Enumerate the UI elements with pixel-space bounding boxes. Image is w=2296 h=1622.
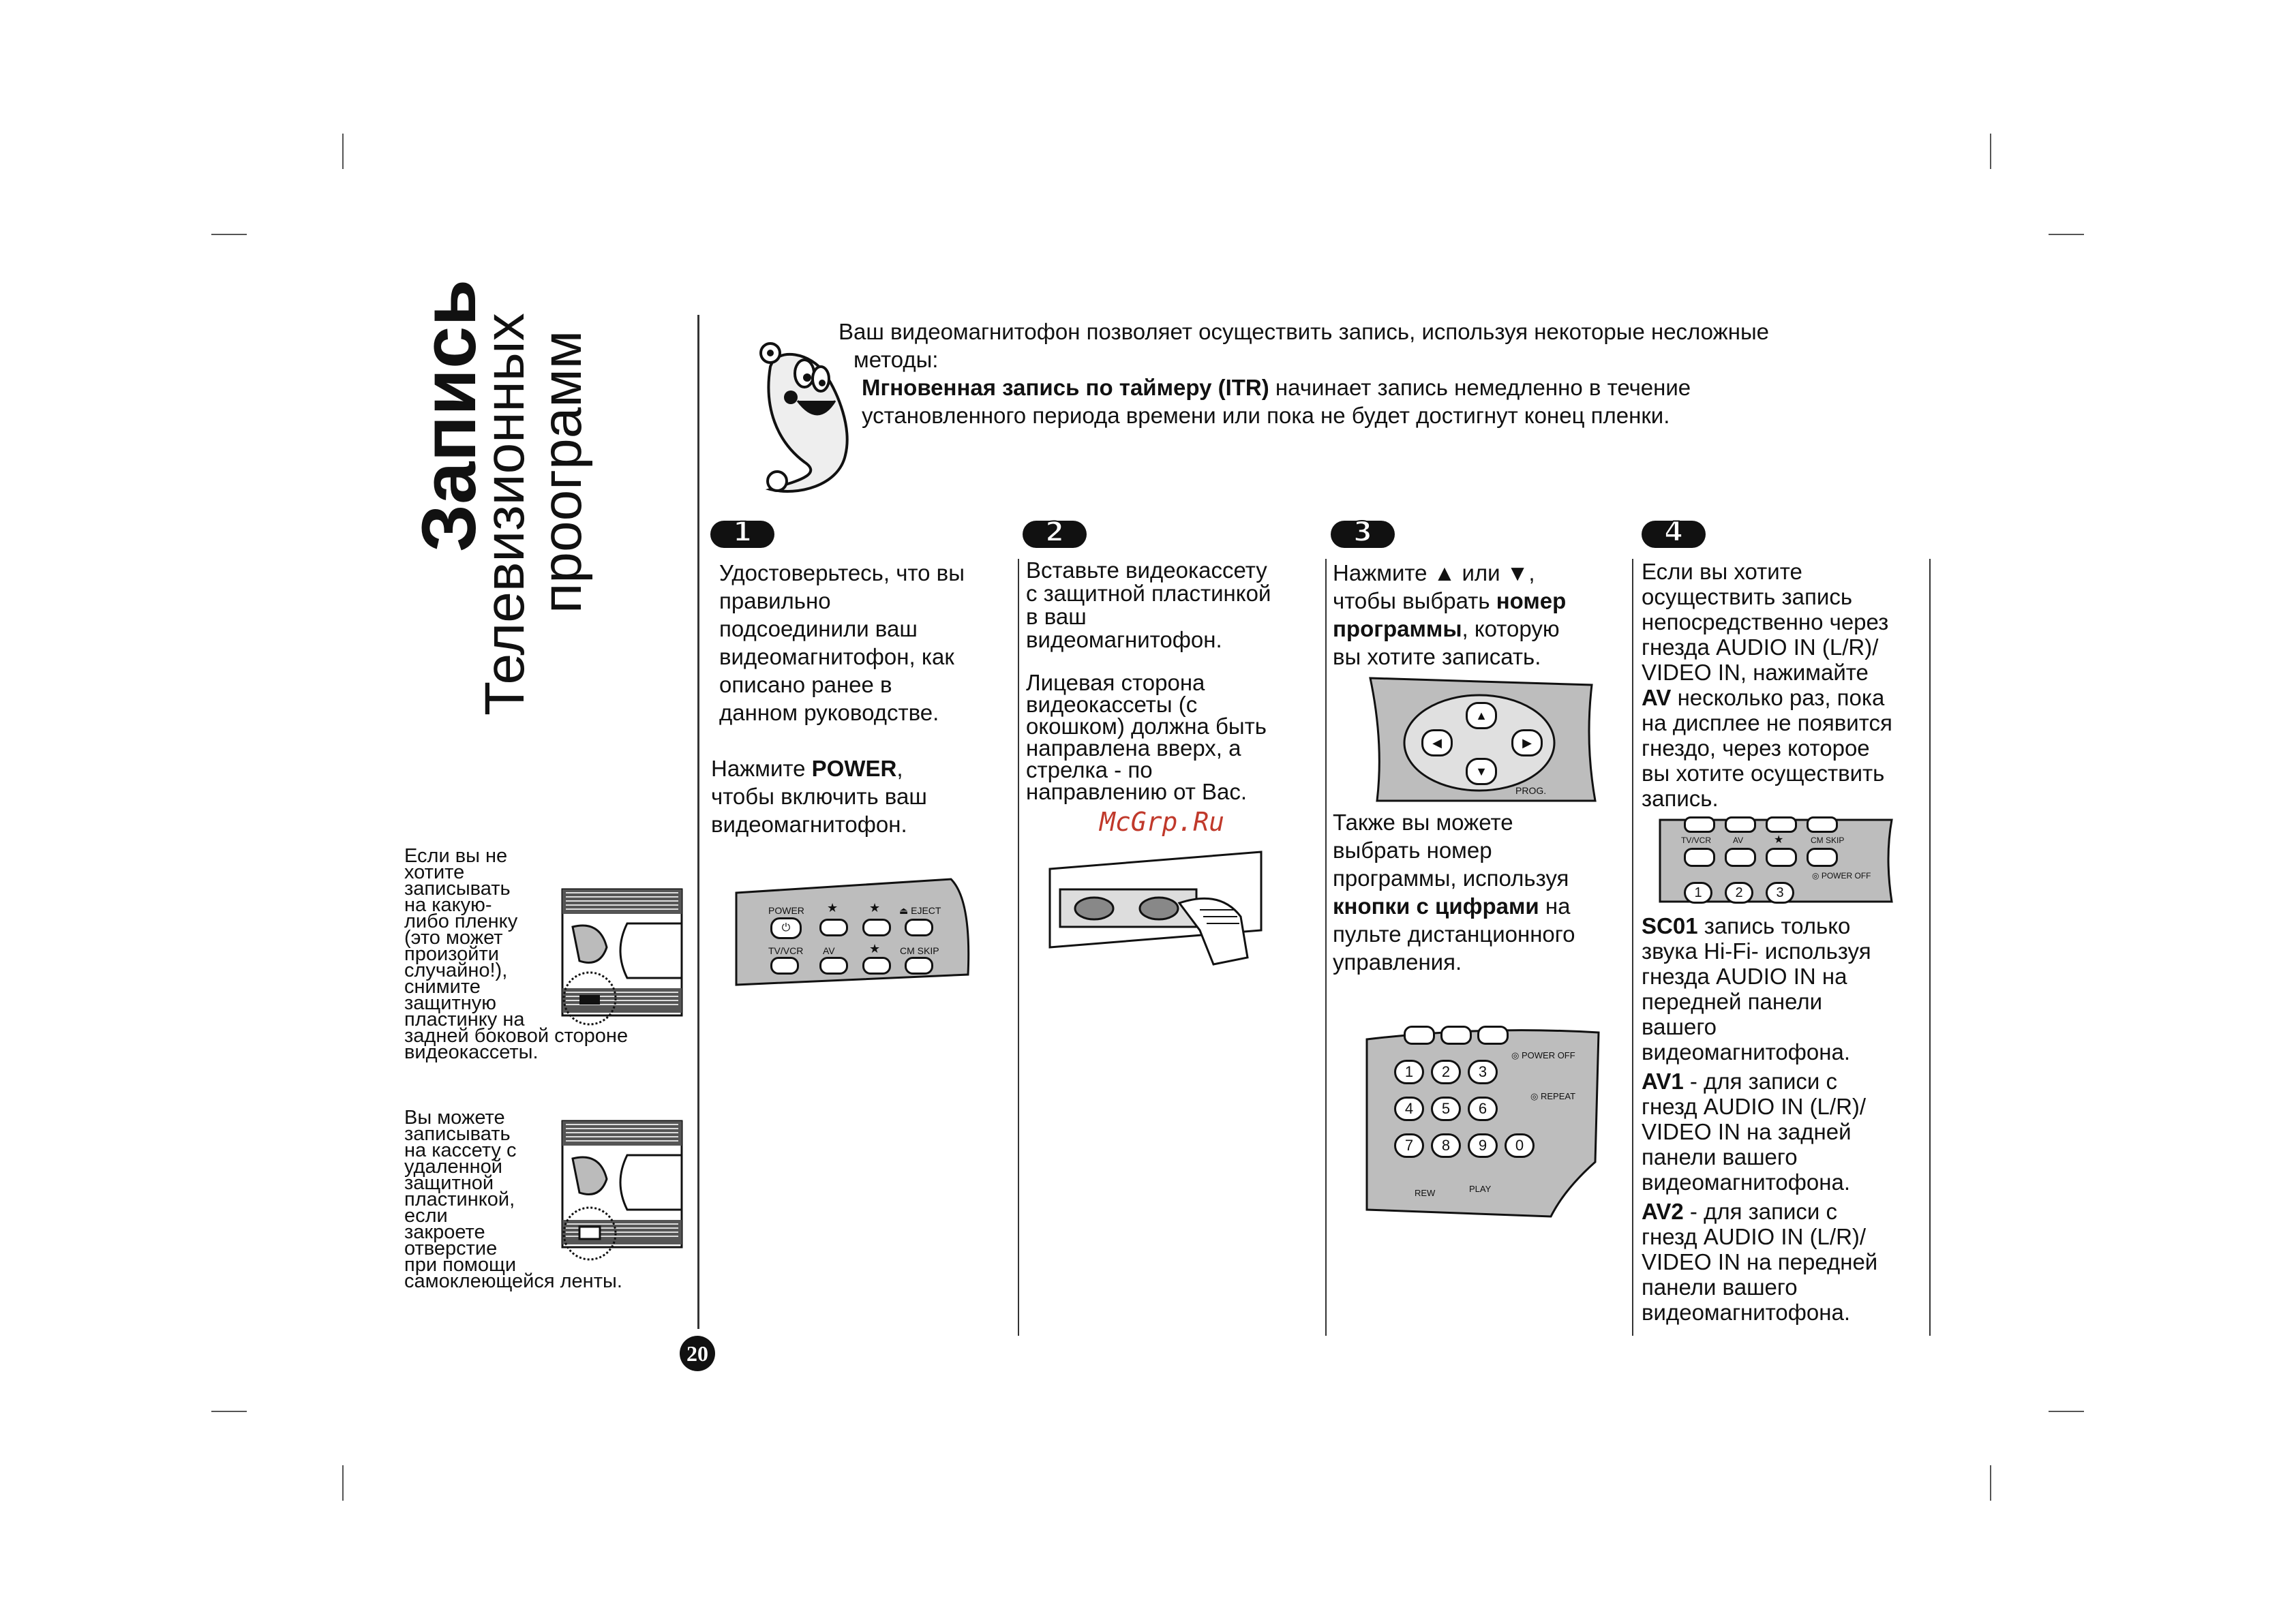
text-line: гнезда AUDIO IN на	[1642, 964, 1847, 989]
text-line: вы хотите записать.	[1333, 644, 1541, 669]
text-line: записывать	[404, 878, 511, 900]
text-line: Вы можете	[404, 1107, 505, 1129]
remote-number-keypad	[1360, 1026, 1605, 1220]
crop-mark	[2049, 1411, 2084, 1412]
tvvcr-button[interactable]	[1684, 848, 1715, 867]
cassette-taped-illustration	[559, 1118, 685, 1261]
star-label: ★	[1774, 834, 1784, 846]
text-line: Нажмите POWER,	[711, 756, 903, 781]
bold-text: AV	[1642, 685, 1672, 710]
text-line: управления.	[1333, 949, 1462, 975]
text-line: хотите	[404, 861, 465, 883]
digit-button[interactable]: 1	[1394, 1060, 1424, 1084]
right-arrow-button[interactable]: ▶	[1511, 729, 1543, 756]
cmskip-label: CM SKIP	[1811, 836, 1845, 845]
text-line: направлена вверх, а	[1026, 735, 1241, 761]
digit-button[interactable]: 9	[1468, 1133, 1498, 1158]
vcr-front-panel	[733, 872, 971, 988]
up-arrow-button[interactable]: ▲	[1466, 702, 1497, 729]
text-line: в ваш	[1026, 604, 1087, 629]
text-line: видеокассеты (с	[1026, 692, 1198, 717]
step-4-text	[1642, 559, 1928, 811]
intro-line: установленного периода времени или пока не будет достигнут конец пленки.	[862, 403, 1670, 428]
text-line: на кассету с	[404, 1139, 517, 1161]
text-line: удаленной	[404, 1156, 502, 1178]
bold-text: AV1	[1642, 1069, 1684, 1094]
text-line: видеомагнитофона.	[1642, 1300, 1851, 1325]
text-line: вы хотите осуществить	[1642, 761, 1885, 786]
text-line: гнезда AUDIO IN (L/R)/	[1642, 634, 1879, 660]
top-button[interactable]	[1807, 816, 1838, 833]
digit-button[interactable]: 0	[1505, 1133, 1535, 1158]
intro-line: Ваш видеомагнитофон позволяет осуществить запись, используя некоторые несложные	[839, 319, 1770, 344]
text-line: защитной	[404, 1172, 494, 1194]
page-subtitle-2: проограмм	[531, 330, 593, 613]
text-line: VIDEO IN на передней	[1642, 1249, 1878, 1274]
text-line: Вставьте видеокассету	[1026, 557, 1267, 583]
intro-text	[839, 318, 1929, 429]
text-line: чтобы выбрать номер	[1333, 588, 1567, 613]
text-line: Если вы хотите	[1642, 559, 1802, 584]
text-line: VIDEO IN, нажимайте	[1642, 660, 1869, 685]
text-line: с защитной пластинкой	[1026, 581, 1271, 606]
repeat-label: ◎ REPEAT	[1530, 1091, 1576, 1101]
watermark: McGrp.Ru	[1100, 807, 1225, 837]
text-line: выбрать номер	[1333, 838, 1492, 863]
text-line: задней боковой стороне	[404, 1025, 629, 1047]
power-label: POWER	[768, 905, 804, 916]
av-button[interactable]	[1725, 848, 1756, 867]
step-1-press	[711, 754, 1011, 838]
left-arrow-button[interactable]: ◀	[1421, 729, 1453, 756]
top-button[interactable]	[1404, 1026, 1435, 1045]
intro-itr	[839, 373, 1929, 401]
text-line: VIDEO IN на задней	[1642, 1119, 1852, 1144]
text-line: произойти	[404, 943, 499, 965]
crop-mark	[342, 1465, 344, 1501]
text-line: гнезд AUDIO IN (L/R)/	[1642, 1094, 1867, 1119]
text-line: программы, используя	[1333, 866, 1569, 891]
cmskip-button[interactable]	[905, 957, 933, 975]
top-button[interactable]	[1766, 816, 1797, 833]
digit-button[interactable]: 2	[1431, 1060, 1461, 1084]
step-badge-1: 1	[710, 521, 774, 548]
prog-label: PROG.	[1515, 785, 1547, 796]
star-label: ★	[869, 942, 881, 955]
star-button[interactable]	[1766, 848, 1797, 867]
text-line: осуществить запись	[1642, 584, 1853, 609]
top-button[interactable]	[1440, 1026, 1472, 1045]
bold-text: номер	[1496, 588, 1567, 613]
digit-button[interactable]: 1	[1684, 882, 1712, 904]
cassette-insert-illustration	[1043, 848, 1268, 968]
text-line: Лицевая сторона	[1026, 670, 1205, 695]
eject-label: ⏏ EJECT	[899, 905, 941, 916]
remote-arrow-pad	[1367, 675, 1595, 804]
bold-text: SC01	[1642, 913, 1698, 938]
power-off-label: ◎ POWER OFF	[1511, 1050, 1575, 1060]
text-line: при помощи	[404, 1254, 517, 1276]
star-button[interactable]	[819, 919, 848, 936]
top-button[interactable]	[1725, 816, 1756, 833]
text-line: Если вы не	[404, 845, 508, 867]
cmskip-label: CM SKIP	[900, 945, 939, 956]
digit-button[interactable]: 6	[1468, 1097, 1498, 1121]
digit-button[interactable]: 3	[1468, 1060, 1498, 1084]
star-button[interactable]	[862, 919, 891, 936]
power-bold: POWER	[811, 756, 897, 781]
text-line: защитную	[404, 992, 497, 1014]
top-button[interactable]	[1477, 1026, 1509, 1045]
text-line: AV1 - для записи с	[1642, 1069, 1838, 1094]
text-line: AV2 - для записи с	[1642, 1199, 1838, 1224]
step-1-text	[719, 559, 1012, 726]
bold-text: программы	[1333, 616, 1462, 641]
text-line: кнопки с цифрами на	[1333, 893, 1571, 919]
text-line: AV несколько раз, пока	[1642, 685, 1885, 710]
column-divider	[1018, 559, 1019, 1336]
text-line: Удостоверьтесь, что вы	[719, 560, 965, 585]
text-line: если	[404, 1205, 448, 1227]
tvvcr-label: TV/VCR	[1681, 836, 1712, 845]
text-line: записывать	[404, 1123, 511, 1145]
crop-mark	[1990, 134, 1991, 169]
cassette-tab-illustration	[559, 886, 685, 1029]
eject-button[interactable]	[905, 919, 933, 936]
text-line: панели вашего	[1642, 1144, 1798, 1169]
crop-mark	[211, 1411, 247, 1412]
step-3-text	[1333, 559, 1626, 671]
text-line: программы, которую	[1333, 616, 1560, 641]
text-line: отверстие	[404, 1238, 498, 1259]
step-2-text	[1026, 559, 1326, 652]
page-subtitle-1: Телевизионных	[474, 313, 536, 716]
av-label: AV	[823, 945, 835, 956]
text-line: вашего	[1642, 1014, 1717, 1039]
digit-button[interactable]: 5	[1431, 1097, 1461, 1121]
star-button[interactable]	[862, 957, 891, 975]
text-line: окошком) должна быть	[1026, 714, 1267, 739]
av-button[interactable]	[819, 957, 848, 975]
av-label: AV	[1733, 836, 1744, 845]
text-line: видеомагнитофона.	[1642, 1039, 1851, 1065]
text-line: либо пленку	[404, 911, 518, 932]
intro-line: методы:	[854, 347, 939, 372]
text-line: видеомагнитофон.	[1026, 627, 1222, 652]
text-line: пластинку на	[404, 1009, 525, 1030]
crop-mark	[211, 234, 247, 235]
digit-button[interactable]: 2	[1725, 882, 1753, 904]
step-badge-4: 4	[1642, 521, 1706, 548]
down-arrow-button[interactable]: ▼	[1466, 758, 1497, 785]
itr-rest: начинает запись немедленно в течение	[1269, 375, 1691, 400]
page-number: 20	[680, 1336, 715, 1371]
crop-mark	[2049, 234, 2084, 235]
text-line: самоклеющейся ленты.	[404, 1270, 622, 1292]
top-button[interactable]	[1684, 816, 1715, 833]
text-line: на дисплее не появится	[1642, 710, 1892, 735]
text-line: панели вашего	[1642, 1274, 1798, 1300]
play-label: PLAY	[1469, 1184, 1492, 1194]
crop-mark	[1990, 1465, 1991, 1501]
text-line: направлению от Вас.	[1026, 779, 1248, 804]
text-line: SC01 запись только	[1642, 913, 1851, 938]
text-line: закроете	[404, 1221, 485, 1243]
text-line: подсоединили ваш	[719, 616, 918, 641]
bold-text: AV2	[1642, 1199, 1684, 1224]
text-line: видеокассеты.	[404, 1041, 539, 1063]
itr-bold: Мгновенная запись по таймеру (ITR)	[862, 375, 1269, 400]
star-label: ★	[827, 901, 839, 915]
text-line: данном руководстве.	[719, 700, 939, 725]
power-off-label: ◎ POWER OFF	[1812, 871, 1871, 881]
text-line: случайно!),	[404, 960, 508, 981]
text-line: пульте дистанционного	[1333, 921, 1575, 947]
column-divider	[1632, 559, 1633, 1336]
text-line: на какую-	[404, 894, 492, 916]
text-line: видеомагнитофона.	[1642, 1169, 1851, 1195]
text-line: гнездо, через которое	[1642, 735, 1870, 761]
text-line: гнезд AUDIO IN (L/R)/	[1642, 1224, 1867, 1249]
step-badge-3: 3	[1331, 521, 1395, 548]
text-line: описано ранее в	[719, 672, 892, 697]
text-line: непосредственно через	[1642, 609, 1889, 634]
text-line: Также вы можете	[1333, 810, 1513, 835]
step-2-text-b	[1026, 672, 1326, 803]
page-title: Запись	[406, 279, 492, 552]
text-line: пластинкой,	[404, 1189, 515, 1210]
step-4-modes	[1642, 913, 1928, 1325]
text-line: видеомагнитофон.	[711, 812, 907, 837]
digit-button[interactable]: 4	[1394, 1097, 1424, 1121]
text-line: видеомагнитофон, как	[719, 644, 954, 669]
bold-text: кнопки с цифрами	[1333, 893, 1539, 919]
tvvcr-label: TV/VCR	[768, 945, 804, 956]
power-button[interactable]: ⏻	[770, 917, 802, 939]
text-line: правильно	[719, 588, 831, 613]
digit-button[interactable]: 3	[1766, 882, 1794, 904]
text-line: (это может	[404, 927, 503, 949]
text-line: снимите	[404, 976, 481, 998]
text-line: запись.	[1642, 786, 1719, 811]
rew-label: REW	[1415, 1188, 1436, 1198]
text-line: передней панели	[1642, 989, 1823, 1014]
vcr-av-panel	[1657, 816, 1895, 902]
column-divider	[1929, 559, 1931, 1336]
step-3-also-text	[1333, 808, 1626, 976]
crop-mark	[342, 134, 344, 169]
step-badge-2: 2	[1023, 521, 1087, 548]
star-label: ★	[869, 901, 881, 915]
text-line: стрелка - по	[1026, 757, 1153, 782]
digit-button[interactable]: 8	[1431, 1133, 1461, 1158]
tvvcr-button[interactable]	[770, 957, 799, 975]
text-line: чтобы включить ваш	[711, 784, 927, 809]
text-line: Нажмите ▲ или ▼,	[1333, 560, 1535, 585]
text-line: звука Hi-Fi- используя	[1642, 938, 1871, 964]
main-divider	[697, 315, 699, 1329]
digit-button[interactable]: 7	[1394, 1133, 1424, 1158]
cmskip-button[interactable]	[1807, 848, 1838, 867]
